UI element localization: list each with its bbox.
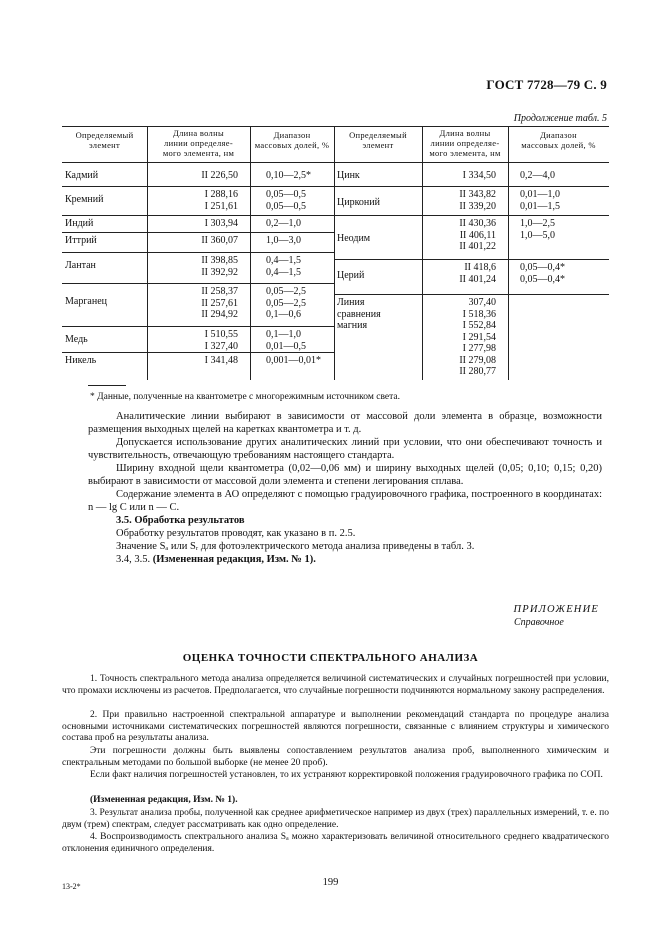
paragraph: Содержание элемента в АО определяют с помощью градуировочного графика, построенного в координатах: n — lg C или n — C. — [88, 489, 602, 513]
appendix-paragraph: Если факт наличия погрешностей установлен, то их устраняют корректировкой положения градуировочного графика по СОП. — [90, 770, 603, 780]
table-continuation-label: Продолжение табл. 5 — [513, 113, 607, 124]
table-cell-wavelength: II 226,50 — [201, 170, 238, 181]
appendix-amendment: (Измененная редакция, Изм. № 1). — [90, 795, 238, 805]
footnote: * Данные, полученные на квантометре с многорежимным источником света. — [90, 392, 400, 402]
table-rule — [334, 294, 609, 295]
appendix-paragraph: 4. Воспроизводимость спектрального анализа Sₐ можно характеризовать величиной относительного среднего квадратического отклонения единичного определения. — [62, 832, 609, 854]
table-cell-wavelength: II 418,6 II 401,24 — [459, 262, 496, 285]
appendix-label: ПРИЛОЖЕНИЕ — [513, 604, 599, 615]
table-cell-range: 0,4—1,5 0,4—1,5 — [266, 255, 301, 278]
table-rule — [62, 326, 334, 327]
table-cell-element: Никель — [65, 355, 97, 366]
table-rule — [250, 126, 251, 380]
table-rule — [508, 126, 509, 380]
table-rule — [334, 126, 335, 380]
table-cell-element: Кремний — [65, 194, 104, 205]
paragraph: Ширину входной щели квантометра (0,02—0,06 мм) и ширину выходных щелей (0,05; 0,10; 0,15; 0,20) выбирают в зависимости от массовой доли элемента и степени легирования сплава. — [88, 463, 602, 487]
table-rule — [62, 252, 334, 253]
paragraph: Допускается использование других аналитических линий при условии, что они обеспечивают точность и чувствительность, отвечающую требованиям настоящего стандарта. — [88, 437, 602, 461]
appendix-paragraph: Эти погрешности должны быть выявлены сопоставлением результатов анализа проб, выполненного химическим и спектральным методами по большой выборке (не менее 20 проб). — [62, 746, 609, 768]
table-cell-element: Линия сравнения магния — [337, 297, 381, 331]
paragraph: Значение Sₐ или Sᵣ для фотоэлектрического метода анализа приведены в табл. 3. — [116, 541, 475, 552]
table-cell-range: 0,2—4,0 — [520, 170, 555, 181]
table-cell-range: 0,01—1,0 0,01—1,5 — [520, 189, 560, 212]
table-cell-range: 0,2—1,0 — [266, 218, 301, 229]
table-header-cell: Диапазон массовых долей, % — [521, 130, 596, 150]
appendix-paragraph: 1. Точность спектрального метода анализа определяется величиной систематических и случайных погрешностей при условии, что промахи исключены из расчетов. Предполагается, что случайные погрешности подчиняются нормальному закону распределения. — [62, 674, 609, 696]
appendix-title: ОЦЕНКА ТОЧНОСТИ СПЕКТРАЛЬНОГО АНАЛИЗА — [182, 652, 479, 664]
table-header-cell: Длина волны линии определяе- мого элемента, нм — [162, 128, 235, 158]
table-cell-range: 0,05—2,5 0,05—2,5 0,1—0,6 — [266, 286, 306, 320]
table-cell-range: 1,0—3,0 — [266, 235, 301, 246]
footer-mark: 13-2* — [62, 882, 81, 891]
page-number: 199 — [322, 877, 339, 888]
table-cell-element: Индий — [65, 218, 94, 229]
table-rule — [334, 186, 609, 187]
table-cell-wavelength: II 430,36 II 406,11 II 401,22 — [459, 218, 496, 252]
table-cell-element: Цинк — [337, 170, 360, 181]
table-cell-wavelength: II 343,82 II 339,20 — [459, 189, 496, 212]
table-cell-range: 0,10—2,5* — [266, 170, 311, 181]
table-cell-wavelength: II 360,07 — [201, 235, 238, 246]
table-cell-wavelength: I 334,50 — [462, 170, 496, 181]
paragraph: 3.4, 3.5. (Измененная редакция, Изм. № 1). — [116, 554, 316, 565]
appendix-paragraph: 2. При правильно настроенной спектральной аппаратуре и выполнении рекомендаций стандарта по процедуре анализа основными источниками систематических погрешностей являются погрешности, связанные с влиянием структуры и химического состава проб на результаты анализа. — [62, 710, 609, 744]
table-cell-element: Лантан — [65, 260, 96, 271]
page-header: ГОСТ 7728—79 С. 9 — [486, 77, 607, 92]
table-cell-wavelength: I 303,94 — [204, 218, 238, 229]
table-rule — [334, 215, 609, 216]
table-rule — [62, 283, 334, 284]
table-rule — [62, 126, 609, 127]
table-rule — [334, 259, 609, 260]
table-cell-wavelength: I 288,16 I 251,61 — [204, 189, 238, 212]
table-header-cell: Диапазон массовых долей, % — [254, 130, 330, 150]
table-cell-element: Неодим — [337, 233, 371, 244]
appendix-subtitle: Справочное — [514, 617, 564, 628]
table-rule — [62, 215, 334, 216]
table-cell-wavelength: I 341,48 — [204, 355, 238, 366]
footnote-divider — [88, 385, 126, 386]
table-cell-wavelength: I 510,55 I 327,40 — [204, 329, 238, 352]
table-cell-element: Марганец — [65, 296, 108, 307]
data-table — [62, 126, 609, 380]
table-header-cell: Определяемый элемент — [349, 130, 407, 150]
table-cell-range: 0,05—0,4* 0,05—0,4* — [520, 262, 565, 285]
table-cell-range: 0,05—0,5 0,05—0,5 — [266, 189, 306, 212]
paragraph: Обработку результатов проводят, как указано в п. 2.5. — [116, 528, 356, 539]
table-rule — [62, 162, 609, 163]
table-cell-element: Иттрий — [65, 235, 97, 246]
table-cell-element: Цирконий — [337, 197, 380, 208]
table-header-cell: Длина волны линии определяе- мого элемента, нм — [429, 128, 501, 158]
section-heading: 3.5. Обработка результатов — [116, 515, 245, 526]
table-cell-wavelength: II 258,37 II 257,61 II 294,92 — [201, 286, 238, 320]
table-cell-range: 0,1—1,0 0,01—0,5 — [266, 329, 306, 352]
table-cell-element: Кадмий — [65, 170, 99, 181]
table-cell-element: Церий — [337, 270, 365, 281]
appendix-paragraph: 3. Результат анализа пробы, полученной как среднее арифметическое например из двух (трех) параллельных измерений, т. е. по двум (трем) спектрам, следует рассматривать как одно определение. — [62, 808, 609, 830]
table-cell-element: Медь — [65, 334, 88, 345]
table-cell-range: 0,001—0,01* — [266, 355, 321, 366]
table-rule — [62, 186, 334, 187]
table-header-cell: Определяемый элемент — [75, 130, 134, 150]
paragraph: Аналитические линии выбирают в зависимости от массовой доли элемента в образце, возможности размещения выходных щелей на каретках квантометра и т. д. — [88, 411, 602, 435]
table-rule — [62, 352, 334, 353]
table-cell-range: 1,0—2,5 1,0—5,0 — [520, 218, 555, 241]
table-cell-wavelength: II 398,85 II 392,92 — [201, 255, 238, 278]
table-rule — [62, 232, 334, 233]
table-cell-wavelength: 307,40 I 518,36 I 552,84 I 291,54 I 277,98 II 279,08 II 280,77 — [459, 297, 496, 377]
